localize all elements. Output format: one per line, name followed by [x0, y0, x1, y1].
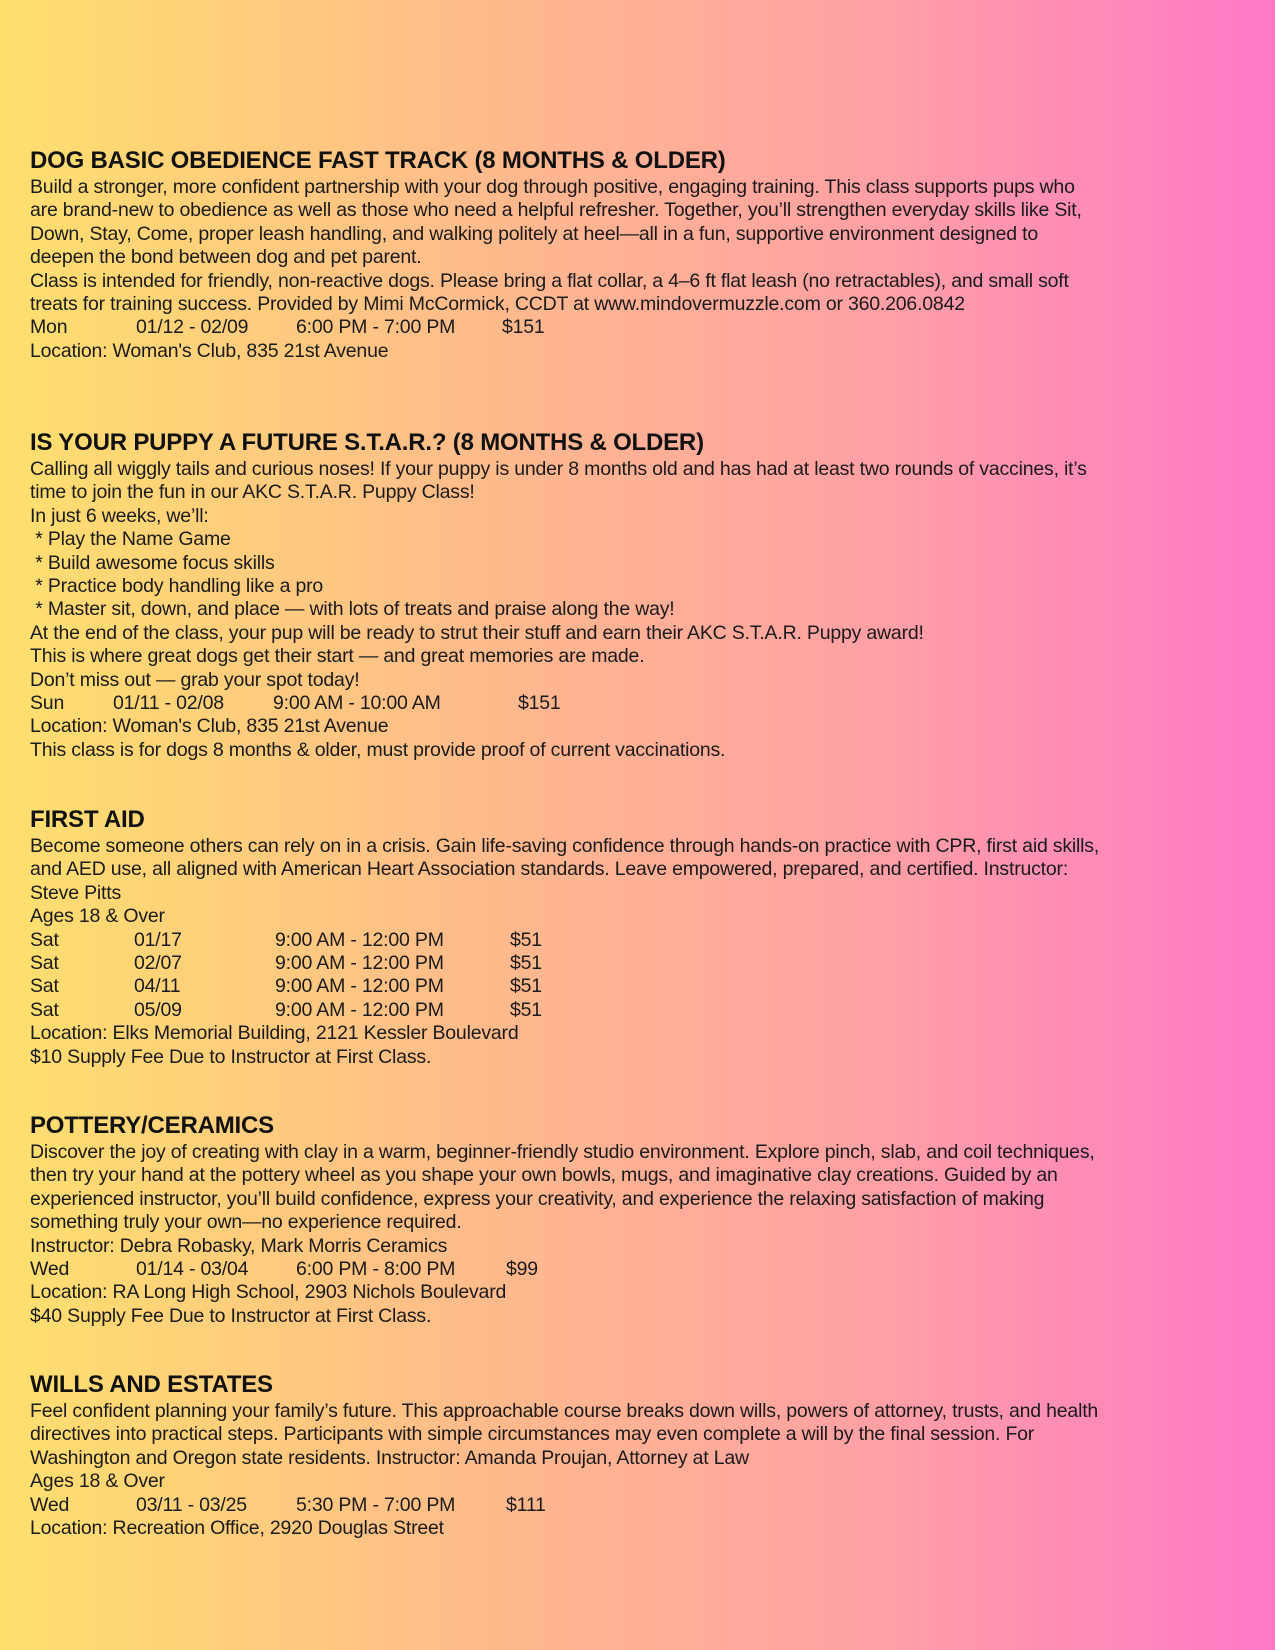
schedule-day: Mon [30, 316, 68, 339]
description-line: treats for training success. Provided by Mimi McCormick, CCDT at www.mindovermuzzle.com or 360.206.0842 [30, 293, 965, 316]
schedule-row [30, 999, 1245, 1022]
schedule-price: $51 [510, 975, 542, 998]
schedule-row [30, 316, 1245, 339]
schedule-price: $111 [506, 1493, 546, 1516]
bullet-line: * Practice body handling like a pro [30, 575, 324, 598]
description-line: Become someone others can rely on in a crisis. Gain life-saving confidence through hands-on practice with CPR, first aid skills, [30, 835, 1100, 857]
schedule-time: 6:00 PM - 7:00 PM [296, 316, 456, 339]
schedule-dates: 03/11 - 03/25 [136, 1493, 247, 1516]
schedule-time: 9:00 AM - 12:00 PM [275, 952, 444, 975]
schedule-time: 9:00 AM - 12:00 PM [275, 928, 444, 951]
description-line: Washington and Oregon state residents. Instructor: Amanda Proujan, Attorney at Law [30, 1446, 749, 1469]
schedule-row [30, 929, 1245, 952]
bullet-line: * Master sit, down, and place — with lots of treats and praise along the way! [30, 598, 675, 621]
note-line: $40 Supply Fee Due to Instructor at First Class. [30, 1304, 432, 1327]
location-line: Location: Recreation Office, 2920 Douglas Street [30, 1517, 444, 1540]
description-line: time to join the fun in our AKC S.T.A.R. Puppy Class! [30, 481, 475, 504]
schedule-time: 9:00 AM - 10:00 AM [273, 692, 441, 715]
description-line: something truly your own—no experience required. [30, 1211, 462, 1234]
schedule-day: Wed [30, 1258, 70, 1281]
class-section-puppy-star [30, 428, 1245, 762]
class-title: POTTERY/CERAMICS [30, 1112, 274, 1139]
description-line: Feel confident planning your family’s future. This approachable course breaks down wills, powers of attorney, trusts, and health [30, 1400, 1099, 1422]
location-line: Location: Elks Memorial Building, 2121 Kessler Boulevard [30, 1022, 519, 1045]
schedule-dates: 05/09 [134, 998, 182, 1021]
schedule-day: Sat [30, 928, 59, 951]
description-line: In just 6 weeks, we’ll: [30, 504, 209, 527]
location-line: Location: Woman's Club, 835 21st Avenue [30, 715, 389, 738]
schedule-dates: 02/07 [134, 952, 182, 975]
description-line: directives into practical steps. Participants with simple circumstances may even complete a will by the final session. For [30, 1423, 1035, 1446]
schedule-day: Wed [30, 1493, 70, 1516]
location-line: Location: Woman's Club, 835 21st Avenue [30, 339, 389, 362]
description-line: and AED use, all aligned with American Heart Association standards. Leave empowered, prepared, and certified. Instructor: [30, 858, 1069, 881]
description-line: Build a stronger, more confident partnership with your dog through positive, engaging training. This class supports pups who [30, 176, 1075, 198]
schedule-price: $51 [510, 928, 542, 951]
schedule-row [30, 692, 1245, 715]
schedule-time: 9:00 AM - 12:00 PM [275, 975, 444, 998]
schedule-dates: 01/14 - 03/04 [136, 1258, 249, 1281]
schedule-price: $151 [518, 692, 561, 715]
schedule-day: Sat [30, 975, 59, 998]
schedule-price: $151 [502, 316, 545, 339]
schedule-dates: 01/12 - 02/09 [136, 316, 249, 339]
bullet-line: * Play the Name Game [30, 528, 231, 551]
schedule-price: $99 [506, 1258, 538, 1281]
class-section-pottery [30, 1111, 1245, 1328]
schedule-dates: 01/17 [134, 928, 182, 951]
note-line: This class is for dogs 8 months & older, must provide proof of current vaccinations. [30, 738, 726, 761]
schedule-row [30, 1258, 1245, 1281]
description-line: then try your hand at the pottery wheel as you shape your own bowls, mugs, and imaginative clay creations. Guided by an [30, 1164, 1058, 1187]
class-section-dog-obedience [30, 146, 1245, 363]
schedule-day: Sun [30, 692, 65, 715]
location-line: Location: RA Long High School, 2903 Nichols Boulevard [30, 1281, 507, 1304]
bullet-line: * Build awesome focus skills [30, 551, 275, 574]
schedule-row [30, 975, 1245, 998]
description-line: experienced instructor, you’ll build confidence, express your creativity, and experience the relaxing satisfaction of making [30, 1187, 1045, 1210]
schedule-price: $51 [510, 952, 542, 975]
description-line: Discover the joy of creating with clay in a warm, beginner-friendly studio environment. Explore pinch, slab, and coil techniques, [30, 1141, 1095, 1163]
description-line: This is where great dogs get their start — and great memories are made. [30, 645, 645, 668]
description-line: Steve Pitts [30, 881, 122, 904]
schedule-row [30, 1494, 1245, 1517]
class-section-first-aid [30, 805, 1245, 1069]
ages-line: Ages 18 & Over [30, 905, 165, 928]
ages-line: Ages 18 & Over [30, 1470, 165, 1493]
class-section-wills-estates [30, 1370, 1245, 1540]
schedule-price: $51 [510, 998, 542, 1021]
schedule-day: Sat [30, 952, 59, 975]
description-line: deepen the bond between dog and pet parent. [30, 246, 422, 269]
schedule-row [30, 952, 1245, 975]
description-line: are brand-new to obedience as well as those who need a helpful refresher. Together, you’ll strengthen everyday skills like Sit, [30, 199, 1082, 222]
schedule-time: 9:00 AM - 12:00 PM [275, 998, 444, 1021]
class-title: FIRST AID [30, 806, 145, 833]
description-line: Down, Stay, Come, proper leash handling, and walking politely at heel—all in a fun, supportive environment designed to [30, 222, 1038, 245]
note-line: $10 Supply Fee Due to Instructor at First Class. [30, 1045, 432, 1068]
description-line: Calling all wiggly tails and curious noses! If your puppy is under 8 months old and has had at least two rounds of vaccines, it’s [30, 458, 1087, 480]
description-line: Don’t miss out — grab your spot today! [30, 668, 360, 691]
class-title: IS YOUR PUPPY A FUTURE S.T.A.R.? (8 MONTHS & OLDER) [30, 429, 704, 456]
description-line: At the end of the class, your pup will be ready to strut their stuff and earn their AKC S.T.A.R. Puppy award! [30, 621, 924, 644]
instructor-line: Instructor: Debra Robasky, Mark Morris Ceramics [30, 1234, 448, 1257]
description-line: Class is intended for friendly, non-reactive dogs. Please bring a flat collar, a 4–6 ft flat leash (no retractables), and small soft [30, 269, 1069, 292]
class-title: DOG BASIC OBEDIENCE FAST TRACK (8 MONTHS & OLDER) [30, 147, 726, 174]
schedule-day: Sat [30, 998, 59, 1021]
schedule-dates: 01/11 - 02/08 [113, 692, 224, 715]
class-title: WILLS AND ESTATES [30, 1371, 273, 1398]
schedule-dates: 04/11 [134, 975, 181, 998]
schedule-time: 5:30 PM - 7:00 PM [296, 1493, 456, 1516]
schedule-time: 6:00 PM - 8:00 PM [296, 1258, 456, 1281]
